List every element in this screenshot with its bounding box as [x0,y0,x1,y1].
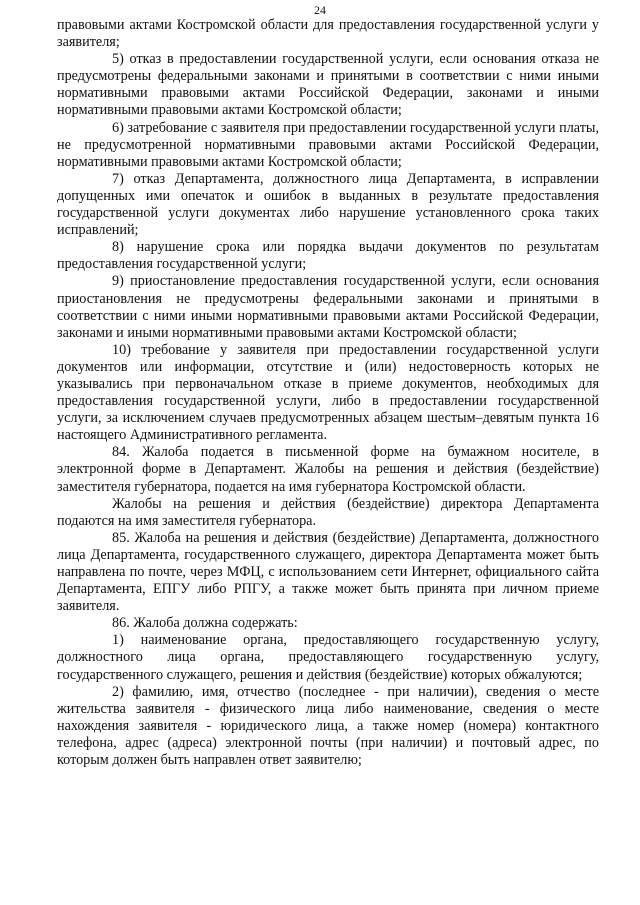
paragraph: правовыми актами Костромской области для предоставления государственной услуги у заявителя; [57,17,599,51]
paragraph: 5) отказ в предоставлении государственной услуги, если основания отказа не предусмотрены федеральными законами и принятыми в соответствии с ними иными нормативными правовыми актами Российской Федерации, законами и иными нормативными правовыми актами Костромской области; [57,51,599,119]
paragraph: 6) затребование с заявителя при предоставлении государственной услуги платы, не предусмотренной нормативными правовыми актами Российской Федерации, нормативными правовыми актами Костромской области; [57,119,599,170]
document-body [57,17,599,769]
paragraph: 7) отказ Департамента, должностного лица Департамента, в исправлении допущенных ими опечаток и ошибок в выданных в результате предоставления государственной услуги документах либо нарушение установленного срока таких исправлений; [57,170,599,239]
page-number: 24 [314,3,326,17]
paragraph: 2) фамилию, имя, отчество (последнее - при наличии), сведения о месте жительства заявителя - физического лица либо наименование, сведения о месте нахождения заявителя - юридического лица, а также номер (номера) контактного телефона, адрес (адреса) электронной почты (при наличии) и почтовый адрес, по которым должен быть направлен ответ заявителю; [57,683,599,769]
paragraph: 9) приостановление предоставления государственной услуги, если основания приостановления не предусмотрены федеральными законами и принятыми в соответствии с ними иными нормативными правовыми актами Российской Федерации, законами и иными нормативными правовыми актами Костромской области; [57,273,599,341]
paragraph: 86. Жалоба должна содержать: [112,615,298,632]
paragraph: 8) нарушение срока или порядка выдачи документов по результатам предоставления государственной услуги; [57,239,599,273]
paragraph: 85. Жалоба на решения и действия (бездействие) Департамента, должностного лица Департамента, государственного служащего, директора Департамента может быть направлена по почте, через МФЦ, с использованием сети Интернет, официального сайта Департамента, ЕПГУ либо РПГУ, а также может быть принята при личном приеме заявителя. [57,529,599,615]
paragraph: 84. Жалоба подается в письменной форме на бумажном носителе, в электронной форме в Департамент. Жалобы на решения и действия (бездействие) заместителя губернатора, подается на имя губернатора Костромской области. [57,444,599,495]
paragraph: 10) требование у заявителя при предоставлении государственной услуги документов или информации, отсутствие и (или) недостоверность которых не указывались при первоначальном отказе в приеме документов, необходимых для предоставления государственной услуги, либо в предоставлении государственной услуги, за исключением случаев предусмотренных абзацем шестым–девятым пункта 16 настоящего Административного регламента. [57,341,599,444]
paragraph: Жалобы на решения и действия (бездействие) директора Департамента подаются на имя заместителя губернатора. [57,495,599,529]
paragraph: 1) наименование органа, предоставляющего государственную услугу, должностного лица органа, предоставляющего государственную услугу, государственного служащего, решения и действия (бездействие) которых обжалуются; [57,632,599,683]
